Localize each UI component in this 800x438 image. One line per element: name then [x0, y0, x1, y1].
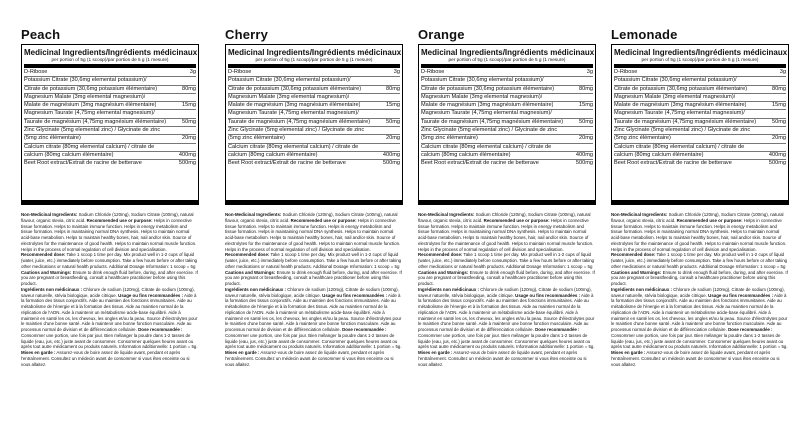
- use-text: Helps in connective tissue formation. Helps to maintain immune function. Helps in energy metabolism and tissue formation. Helps in maintaining normal DNA synthesis. Helps to maintain normal acid-base metabolism. Helps to maintain healthy bones, hair, nail and/or skin. Source of electrolytes for the maintenance of good health. Helps to maintain normal muscle function. Helps in the process of normal regulation of cell division and specialisation.: [611, 217, 787, 252]
- mises-label: Mises en garde :: [418, 350, 453, 355]
- ingredient-amount: 20mg: [772, 135, 786, 142]
- ingredient-name: D-Ribose: [614, 69, 638, 75]
- dosefr-label: Dose recommandée :: [342, 327, 387, 332]
- ingredient-amount: 80mg: [772, 85, 786, 92]
- inm-label: Ingrédients non médicinaux :: [611, 286, 672, 292]
- ingredient-name: Zinc Glycinate (5mg elemental zinc) / Glycinate de zinc: [421, 127, 558, 134]
- ingredient-name: Beet Root extract/Extrait de racine de betterave: [421, 160, 539, 167]
- ingredient-name: (5mg zinc élémentaire): [421, 135, 478, 142]
- nmi-text: Sodium Chloride (120mg), Sodium Citrate (100mg), natural flavour, organic stevia, citric acid.: [418, 212, 591, 223]
- mises-text: Assurez-vous de boire assez de liquide avant, pendant et après l'entraînement. Consultez un médecin avant de consommer si vous êtes enceinte ou si vous allaitez.: [418, 350, 587, 367]
- usage-label: Usage ou fins recommandées :: [515, 292, 581, 298]
- dose-label: Recommended dose:: [225, 252, 270, 258]
- nmi-label: Non-Medicinal Ingredients:: [21, 212, 78, 217]
- nmi-text: Sodium Chloride (120mg), Sodium Citrate (100mg), natural flavour, organic stevia, citric acid.: [225, 212, 398, 223]
- usage-text: Aide à la formation des tissus conjonctifs. Aide au maintien des fonctions immunitaires. Aide au métabolisme de l'énergie et à la formation des tissus. Aide au maintien normal de la réplication de l'ADN. Aide à maintenir un métabolisme acide-base équilibré. Aide à maintenir en santé les os, les cheveux, les ongles et/ou la peau. Source d'électrolytes pour le maintien d'une bonne santé. Aide à maintenir une bonne fonction musculaire. Aide au processus normal de division et de différenciation cellulaire.: [21, 292, 198, 332]
- use-text: Helps in connective tissue formation. Helps to maintain immune function. Helps in energy metabolism and tissue formation. Helps in maintaining normal DNA synthesis. Helps to maintain normal acid-base metabolism. Helps to maintain healthy bones, hair, nail and/or skin. Source of electrolytes for the maintenance of good health. Helps to maintain normal muscle function. Helps in the process of normal regulation of cell division and specialisation.: [21, 217, 197, 252]
- ingredient-amount: 400mg: [768, 151, 786, 158]
- nmi-label: Non-Medicinal Ingredients:: [225, 212, 282, 217]
- ingredient-name: Potassium Citrate (30,6mg elemental potassium)/: [614, 77, 737, 84]
- ingredient-amount: [592, 110, 593, 117]
- inm-text: Chlorure de sodium (120mg), Citrate de sodium (100mg), saveur naturelle, stévia biologique, acide citrique.: [225, 286, 399, 298]
- dose-text: Take 1 scoop 1 time per day. Mix product well in 1-2 cups of liquid (water, juice, etc.) immediately before consumption. Take a few hours before or after taking other medications or natural health products. Additional Dosage Information: 1 scoop = 5g: [611, 252, 788, 269]
- mises-label: Mises en garde :: [21, 350, 56, 355]
- ingredient-name: Calcium citrate (80mg elemental calcium) / citrate de: [228, 143, 359, 150]
- ingredient-row: [228, 86, 400, 94]
- ingredient-name: Citrate de potassium (30,6mg potassium élémentaire): [421, 85, 555, 92]
- ingredient-amount: [399, 144, 400, 151]
- ingredient-row: [614, 152, 786, 160]
- nmi-text: Sodium Chloride (120mg), Sodium Citrate (100mg), natural flavour, organic stevia, citric acid.: [21, 212, 194, 223]
- ingredient-row: [24, 86, 196, 94]
- box-bottom-rule: [419, 200, 595, 204]
- label-panel-cherry: [222, 0, 416, 438]
- ingredient-name: (5mg zinc élémentaire): [24, 135, 81, 142]
- box-bottom-rule: [612, 200, 788, 204]
- ingredient-name: Potassium Citrate (30,6mg elemental potassium)/: [421, 77, 544, 84]
- ingredient-row: [421, 86, 593, 94]
- ingredient-row: [228, 152, 400, 160]
- ingredient-name: Citrate de potassium (30,6mg potassium élémentaire): [614, 85, 748, 92]
- ingredient-row: [24, 69, 196, 77]
- ingredient-amount: 400mg: [575, 151, 593, 158]
- ingredient-row: [24, 152, 196, 160]
- inm-label: Ingrédients non médicinaux :: [225, 286, 286, 292]
- ingredient-amount: [399, 127, 400, 134]
- ingredient-amount: 3g: [779, 69, 786, 75]
- ingredient-amount: 15mg: [579, 102, 593, 109]
- ingredient-name: Magnesium Malate (3mg elemental magnesium)/: [228, 93, 350, 100]
- mises-text: Assurez-vous de boire assez de liquide avant, pendant et après l'entraînement. Consultez un médecin avant de consommer si vous êtes enceinte ou si vous allaitez.: [225, 350, 394, 367]
- ingredient-amount: [195, 144, 196, 151]
- inm-text: Chlorure de sodium (120mg), Citrate de sodium (100mg), saveur naturelle, stévia biologique, acide citrique.: [611, 286, 785, 298]
- ingredient-row: [24, 94, 196, 102]
- caution-text: Ensure to drink enough fluid before, during, and after exercise. If you are pregnant or breastfeeding, consult a healthcare practitioner before using this product.: [225, 269, 402, 286]
- ingredient-row: [614, 102, 786, 110]
- ingredient-name: Malate de magnésium (3mg magnésium élémentaire): [24, 102, 157, 109]
- ingredient-amount: [592, 127, 593, 134]
- medicinal-ingredients-heading: Medicinal Ingredients/Ingrédients médicinaux: [421, 47, 595, 57]
- ingredient-name: Zinc Glycinate (5mg elemental zinc) / Glycinate de zinc: [614, 127, 751, 134]
- ingredient-name: Taurate de magnésium (4,75mg magnésium élémentaire): [614, 118, 757, 125]
- ingredient-rows: [614, 69, 786, 168]
- use-text: Helps in connective tissue formation. Helps to maintain immune function. Helps in energy metabolism and tissue formation. Helps in maintaining normal DNA synthesis. Helps to maintain normal acid-base metabolism. Helps to maintain healthy bones, hair, nail and/or skin. Source of electrolytes for the maintenance of good health. Helps to maintain normal muscle function. Helps in the process of normal regulation of cell division and specialisation.: [418, 217, 594, 252]
- caution-text: Ensure to drink enough fluid before, during, and after exercise. If you are pregnant or breastfeeding, consult a healthcare practitioner before using this product.: [418, 269, 595, 286]
- ingredient-amount: 80mg: [579, 85, 593, 92]
- ingredient-row: [228, 110, 400, 118]
- ingredient-name: Malate de magnésium (3mg magnésium élémentaire): [228, 102, 361, 109]
- ingredient-name: (5mg zinc élémentaire): [228, 135, 285, 142]
- nmi-label: Non-Medicinal Ingredients:: [611, 212, 668, 217]
- box-bottom-rule: [22, 200, 198, 204]
- ingredient-name: Citrate de potassium (30,6mg potassium élémentaire): [228, 85, 362, 92]
- ingredient-name: calcium (80mg calcium élémentaire): [228, 151, 318, 158]
- ingredient-amount: [195, 94, 196, 101]
- inm-text: Chlorure de sodium (120mg), Citrate de sodium (100mg), saveur naturelle, stévia biologique, acide citrique.: [21, 286, 195, 298]
- ingredient-row: [614, 119, 786, 127]
- flavor-title: Cherry: [225, 27, 269, 42]
- ingredient-rows: [228, 69, 400, 168]
- ingredient-row: [614, 110, 786, 118]
- ingredient-row: [421, 135, 593, 143]
- ingredient-amount: [785, 94, 786, 101]
- flavor-title: Lemonade: [611, 27, 678, 42]
- ingredient-amount: 80mg: [386, 85, 400, 92]
- ingredient-name: Potassium Citrate (30,6mg elemental potassium)/: [24, 77, 147, 84]
- ingredient-row: [421, 77, 593, 85]
- medicinal-ingredients-box: [225, 44, 403, 205]
- ingredient-rows: [24, 69, 196, 168]
- medicinal-ingredients-heading: Medicinal Ingredients/Ingrédients médicinaux: [614, 47, 788, 57]
- caution-text: Ensure to drink enough fluid before, during, and after exercise. If you are pregnant or breastfeeding, consult a healthcare practitioner before using this product.: [611, 269, 788, 286]
- ingredient-amount: [399, 77, 400, 84]
- ingredient-amount: 50mg: [386, 118, 400, 125]
- mises-text: Assurez-vous de boire assez de liquide avant, pendant et après l'entraînement. Consultez un médecin avant de consommer si vous êtes enceinte ou si vous allaitez.: [611, 350, 780, 367]
- ingredient-amount: 3g: [189, 69, 196, 75]
- use-label: Recommended use or purpose:: [676, 217, 743, 223]
- ingredient-row: [614, 86, 786, 94]
- ingredient-name: Beet Root extract/Extrait de racine de betterave: [614, 160, 732, 167]
- ingredient-row: [614, 127, 786, 135]
- ingredient-row: [228, 119, 400, 127]
- ingredient-amount: 50mg: [579, 118, 593, 125]
- ingredient-name: Zinc Glycinate (5mg elemental zinc) / Glycinate de zinc: [24, 127, 161, 134]
- ingredient-name: Magnesium Taurate (4,75mg elemental magnesium)/: [614, 110, 745, 117]
- ingredient-row: [421, 144, 593, 152]
- serving-size: per portion of 5g (1 scoop)/par portion de 5 g (1 mesure): [614, 57, 786, 68]
- dose-text: Take 1 scoop 1 time per day. Mix product well in 1-2 cups of liquid (water, juice, etc.) immediately before consumption. Take a few hours before or after taking other medications or natural health products. Additional Dosage Information: 1 scoop = 5g: [418, 252, 595, 269]
- ingredient-amount: [399, 110, 400, 117]
- mises-text: Assurez-vous de boire assez de liquide avant, pendant et après l'entraînement. Consultez un médecin avant de consommer si vous êtes enceinte ou si vous allaitez.: [21, 350, 190, 367]
- ingredient-row: [421, 152, 593, 160]
- dose-label: Recommended dose:: [611, 252, 656, 258]
- ingredient-amount: 500mg: [382, 160, 400, 167]
- label-body-text: [21, 212, 199, 367]
- ingredient-name: (5mg zinc élémentaire): [614, 135, 671, 142]
- ingredient-name: Magnesium Taurate (4,75mg elemental magnesium)/: [24, 110, 155, 117]
- ingredient-name: Zinc Glycinate (5mg elemental zinc) / Glycinate de zinc: [228, 127, 365, 134]
- ingredient-row: [24, 144, 196, 152]
- dose-text: Take 1 scoop 1 time per day. Mix product well in 1-2 cups of liquid (water, juice, etc.) immediately before consumption. Take a few hours before or after taking other medications or natural health products. Additional Dosage Information: 1 scoop = 5g: [21, 252, 198, 269]
- medicinal-ingredients-heading: Medicinal Ingredients/Ingrédients médicinaux: [24, 47, 198, 57]
- ingredient-row: [614, 135, 786, 143]
- label-body-text: [418, 212, 596, 367]
- ingredient-row: [228, 135, 400, 143]
- ingredient-name: Malate de magnésium (3mg magnésium élémentaire): [614, 102, 747, 109]
- caution-label: Cautions and Warnings:: [21, 269, 72, 275]
- ingredient-row: [24, 135, 196, 143]
- ingredient-name: Calcium citrate (80mg elemental calcium) / citrate de: [421, 143, 552, 150]
- ingredient-amount: 3g: [393, 69, 400, 75]
- ingredient-amount: [195, 110, 196, 117]
- medicinal-ingredients-box: [21, 44, 199, 205]
- use-text: Helps in connective tissue formation. Helps to maintain immune function. Helps in energy metabolism and tissue formation. Helps in maintaining normal DNA synthesis. Helps to maintain normal acid-base metabolism. Helps to maintain healthy bones, hair, nail and/or skin. Source of electrolytes for the maintenance of good health. Helps to maintain normal muscle function. Helps in the process of normal regulation of cell division and specialisation.: [225, 217, 401, 252]
- ingredient-amount: 20mg: [579, 135, 593, 142]
- dose-label: Recommended dose:: [21, 252, 66, 258]
- use-label: Recommended use or purpose:: [290, 217, 357, 223]
- dosefr-label: Dose recommandée :: [535, 327, 580, 332]
- dosefr-label: Dose recommandée :: [138, 327, 183, 332]
- ingredient-row: [228, 160, 400, 167]
- caution-text: Ensure to drink enough fluid before, during, and after exercise. If you are pregnant or breastfeeding, consult a healthcare practitioner before using this product.: [21, 269, 198, 286]
- ingredient-amount: [195, 77, 196, 84]
- ingredient-amount: 50mg: [182, 118, 196, 125]
- ingredient-amount: [785, 127, 786, 134]
- ingredient-name: Malate de magnésium (3mg magnésium élémentaire): [421, 102, 554, 109]
- ingredient-row: [24, 102, 196, 110]
- ingredient-amount: 50mg: [772, 118, 786, 125]
- inm-text: Chlorure de sodium (120mg), Citrate de sodium (100mg), saveur naturelle, stévia biologique, acide citrique.: [418, 286, 592, 298]
- inm-label: Ingrédients non médicinaux :: [418, 286, 479, 292]
- ingredient-row: [421, 94, 593, 102]
- caution-label: Cautions and Warnings:: [225, 269, 276, 275]
- ingredient-name: calcium (80mg calcium élémentaire): [24, 151, 114, 158]
- ingredient-name: D-Ribose: [228, 69, 252, 75]
- label-panel-lemonade: [608, 0, 800, 438]
- ingredient-rows: [421, 69, 593, 168]
- ingredient-name: Magnesium Malate (3mg elemental magnesium)/: [421, 93, 543, 100]
- serving-size: per portion of 5g (1 scoop)/par portion de 5 g (1 mesure): [228, 57, 400, 68]
- dosefr-label: Dose recommandée :: [728, 327, 773, 332]
- usage-label: Usage ou fins recommandées :: [708, 292, 774, 298]
- ingredient-name: Beet Root extract/Extrait de racine de betterave: [228, 160, 346, 167]
- ingredient-name: Magnesium Malate (3mg elemental magnesium)/: [24, 93, 146, 100]
- ingredient-row: [228, 102, 400, 110]
- ingredient-row: [614, 69, 786, 77]
- ingredient-row: [421, 127, 593, 135]
- dose-label: Recommended dose:: [418, 252, 463, 258]
- ingredient-amount: 500mg: [768, 160, 786, 167]
- ingredient-name: Magnesium Malate (3mg elemental magnesium)/: [614, 93, 736, 100]
- usage-label: Usage ou fins recommandées :: [322, 292, 388, 298]
- ingredient-row: [24, 77, 196, 85]
- ingredient-amount: 400mg: [178, 151, 196, 158]
- medicinal-ingredients-box: [418, 44, 596, 205]
- ingredient-row: [614, 144, 786, 152]
- medicinal-ingredients-box: [611, 44, 789, 205]
- ingredient-amount: 20mg: [386, 135, 400, 142]
- label-body-text: [225, 212, 403, 367]
- ingredient-row: [24, 127, 196, 135]
- ingredient-row: [614, 94, 786, 102]
- ingredient-name: Taurate de magnésium (4,75mg magnésium élémentaire): [421, 118, 564, 125]
- ingredient-row: [421, 102, 593, 110]
- label-panel-peach: [18, 0, 212, 438]
- serving-size: per portion of 5g (1 scoop)/par portion de 5 g (1 mesure): [421, 57, 593, 68]
- ingredient-name: Taurate de magnésium (4,75mg magnésium élémentaire): [24, 118, 167, 125]
- ingredient-name: calcium (80mg calcium élémentaire): [614, 151, 704, 158]
- label-panel-orange: [415, 0, 609, 438]
- ingredient-amount: [592, 144, 593, 151]
- flavor-title: Orange: [418, 27, 465, 42]
- dosefr-text: Consommer une portion, une fois par jour. Bien mélanger la poudre dans 1-2 tasses de liquide (eau, jus, etc.) juste avant de consommer. Consommer quelques heures avant ou après tout autre médicament ou produits naturels. Information additionnelle: 1 portion = 5g.: [418, 332, 595, 350]
- ingredient-name: Taurate de magnésium (4,75mg magnésium élémentaire): [228, 118, 371, 125]
- ingredient-amount: 15mg: [386, 102, 400, 109]
- ingredient-name: D-Ribose: [421, 69, 445, 75]
- ingredient-row: [421, 119, 593, 127]
- nmi-text: Sodium Chloride (120mg), Sodium Citrate (100mg), natural flavour, organic stevia, citric acid.: [611, 212, 784, 223]
- flavor-title: Peach: [21, 27, 61, 42]
- ingredient-amount: 400mg: [382, 151, 400, 158]
- ingredient-row: [24, 160, 196, 167]
- ingredient-name: Beet Root extract/Extrait de racine de betterave: [24, 160, 142, 167]
- ingredient-row: [421, 110, 593, 118]
- ingredient-row: [421, 69, 593, 77]
- ingredient-row: [421, 160, 593, 167]
- ingredient-name: Magnesium Taurate (4,75mg elemental magnesium)/: [228, 110, 359, 117]
- mises-label: Mises en garde :: [611, 350, 646, 355]
- ingredient-amount: 500mg: [178, 160, 196, 167]
- ingredient-name: Magnesium Taurate (4,75mg elemental magnesium)/: [421, 110, 552, 117]
- ingredient-row: [614, 160, 786, 167]
- ingredient-row: [24, 119, 196, 127]
- ingredient-name: Citrate de potassium (30,6mg potassium élémentaire): [24, 85, 158, 92]
- ingredient-amount: [592, 77, 593, 84]
- ingredient-amount: 80mg: [182, 85, 196, 92]
- ingredient-amount: [592, 94, 593, 101]
- ingredient-amount: [785, 77, 786, 84]
- inm-label: Ingrédients non médicinaux :: [21, 286, 82, 292]
- ingredient-row: [228, 144, 400, 152]
- ingredient-name: Potassium Citrate (30,6mg elemental potassium)/: [228, 77, 351, 84]
- dosefr-text: Consommer une portion, une fois par jour. Bien mélanger la poudre dans 1-2 tasses de liquide (eau, jus, etc.) juste avant de consommer. Consommer quelques heures avant ou après tout autre médicament ou produits naturels. Information additionnelle: 1 portion = 5g.: [225, 332, 402, 350]
- ingredient-amount: 500mg: [575, 160, 593, 167]
- ingredient-amount: 3g: [586, 69, 593, 75]
- usage-text: Aide à la formation des tissus conjonctifs. Aide au maintien des fonctions immunitaires. Aide au métabolisme de l'énergie et à la formation des tissus. Aide au maintien normal de la réplication de l'ADN. Aide à maintenir un métabolisme acide-base équilibré. Aide à maintenir en santé les os, les cheveux, les ongles et/ou la peau. Source d'électrolytes pour le maintien d'une bonne santé. Aide à maintenir une bonne fonction musculaire. Aide au processus normal de division et de différenciation cellulaire.: [418, 292, 595, 332]
- ingredient-name: D-Ribose: [24, 69, 48, 75]
- ingredient-amount: [785, 110, 786, 117]
- ingredient-amount: [195, 127, 196, 134]
- use-label: Recommended use or purpose:: [86, 217, 153, 223]
- medicinal-ingredients-heading: Medicinal Ingredients/Ingrédients médicinaux: [228, 47, 402, 57]
- ingredient-amount: 15mg: [772, 102, 786, 109]
- ingredient-name: Calcium citrate (80mg elemental calcium) / citrate de: [614, 143, 745, 150]
- caution-label: Cautions and Warnings:: [611, 269, 662, 275]
- dosefr-text: Consommer une portion, une fois par jour. Bien mélanger la poudre dans 1-2 tasses de liquide (eau, jus, etc.) juste avant de consommer. Consommer quelques heures avant ou après tout autre médicament ou produits naturels. Information additionnelle: 1 portion = 5g.: [611, 332, 788, 350]
- dose-text: Take 1 scoop 1 time per day. Mix product well in 1-2 cups of liquid (water, juice, etc.) immediately before consumption. Take a few hours before or after taking other medications or natural health products. Additional Dosage Information: 1 scoop = 5g: [225, 252, 402, 269]
- ingredient-row: [228, 94, 400, 102]
- ingredient-amount: [399, 94, 400, 101]
- ingredient-row: [24, 110, 196, 118]
- dosefr-text: Consommer une portion, une fois par jour. Bien mélanger la poudre dans 1-2 tasses de liquide (eau, jus, etc.) juste avant de consommer. Consommer quelques heures avant ou après tout autre médicament ou produits naturels. Information additionnelle: 1 portion = 5g.: [21, 332, 198, 350]
- mises-label: Mises en garde :: [225, 350, 260, 355]
- ingredient-row: [614, 77, 786, 85]
- usage-text: Aide à la formation des tissus conjonctifs. Aide au maintien des fonctions immunitaires. Aide au métabolisme de l'énergie et à la formation des tissus. Aide au maintien normal de la réplication de l'ADN. Aide à maintenir un métabolisme acide-base équilibré. Aide à maintenir en santé les os, les cheveux, les ongles et/ou la peau. Source d'électrolytes pour le maintien d'une bonne santé. Aide à maintenir une bonne fonction musculaire. Aide au processus normal de division et de différenciation cellulaire.: [611, 292, 788, 332]
- ingredient-row: [228, 77, 400, 85]
- ingredient-row: [228, 127, 400, 135]
- box-bottom-rule: [226, 200, 402, 204]
- ingredient-name: calcium (80mg calcium élémentaire): [421, 151, 511, 158]
- serving-size: per portion of 5g (1 scoop)/par portion de 5 g (1 mesure): [24, 57, 196, 68]
- nmi-label: Non-Medicinal Ingredients:: [418, 212, 475, 217]
- usage-label: Usage ou fins recommandées :: [118, 292, 184, 298]
- ingredient-amount: 15mg: [182, 102, 196, 109]
- ingredient-name: Calcium citrate (80mg elemental calcium) / citrate de: [24, 143, 155, 150]
- caution-label: Cautions and Warnings:: [418, 269, 469, 275]
- ingredient-row: [228, 69, 400, 77]
- label-body-text: [611, 212, 789, 367]
- usage-text: Aide à la formation des tissus conjonctifs. Aide au maintien des fonctions immunitaires. Aide au métabolisme de l'énergie et à la formation des tissus. Aide au maintien normal de la réplication de l'ADN. Aide à maintenir un métabolisme acide-base équilibré. Aide à maintenir en santé les os, les cheveux, les ongles et/ou la peau. Source d'électrolytes pour le maintien d'une bonne santé. Aide à maintenir une bonne fonction musculaire. Aide au processus normal de division et de différenciation cellulaire.: [225, 292, 402, 332]
- ingredient-amount: [785, 144, 786, 151]
- ingredient-amount: 20mg: [182, 135, 196, 142]
- use-label: Recommended use or purpose:: [483, 217, 550, 223]
